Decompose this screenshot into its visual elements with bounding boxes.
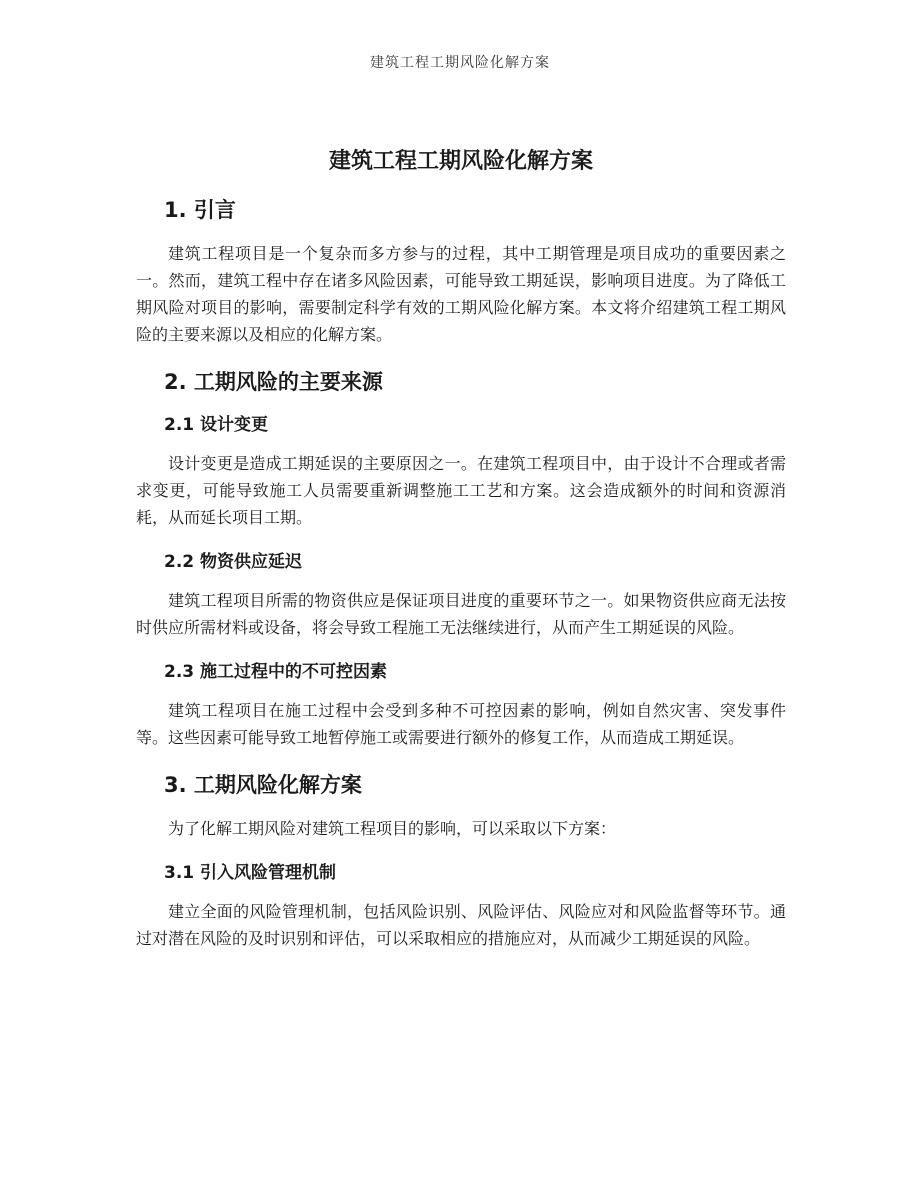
section-paragraph-mitigation: 为了化解工期风险对建筑工程项目的影响，可以采取以下方案：: [168, 819, 617, 838]
subsection-paragraph-uncontrollable-factors: 建筑工程项目在施工过程中会受到多种不可控因素的影响，例如自然灾害、突发事件等。这些因素可能导致工地暂停施工或需要进行额外的修复工作，从而造成工期延误。: [136, 701, 786, 747]
subsection-paragraph-risk-management: 建立全面的风险管理机制，包括风险识别、风险评估、风险应对和风险监督等环节。通过对潜在风险的及时识别和评估，可以采取相应的措施应对，从而减少工期延误的风险。: [136, 902, 786, 948]
subsection-paragraph-supply-delay: 建筑工程项目所需的物资供应是保证项目进度的重要环节之一。如果物资供应商无法按时供应所需材料或设备，将会导致工程施工无法继续进行，从而产生工期延误的风险。: [136, 591, 786, 637]
document-title: 建筑工程工期风险化解方案: [328, 149, 593, 174]
running-header: 建筑工程工期风险化解方案: [370, 55, 550, 71]
subsection-heading-uncontrollable-factors: 2.3 施工过程中的不可控因素: [164, 662, 388, 682]
subsection-heading-supply-delay: 2.2 物资供应延迟: [164, 552, 303, 572]
section-heading-introduction: 1. 引言: [164, 198, 236, 222]
section-heading-mitigation: 3. 工期风险化解方案: [164, 773, 362, 797]
document-body: [136, 146, 786, 970]
section-heading-risk-sources: 2. 工期风险的主要来源: [164, 370, 383, 394]
section-paragraph-introduction: 建筑工程项目是一个复杂而多方参与的过程，其中工期管理是项目成功的重要因素之一。然而，建筑工程中存在诸多风险因素，可能导致工期延误，影响项目进度。为了降低工期风险对项目的影响，需要制定科学有效的工期风险化解方案。本文将介绍建筑工程工期风险的主要来源以及相应的化解方案。: [136, 244, 786, 344]
subsection-paragraph-design-change: 设计变更是造成工期延误的主要原因之一。在建筑工程项目中，由于设计不合理或者需求变更，可能导致施工人员需要重新调整施工工艺和方案。这会造成额外的时间和资源消耗，从而延长项目工期。: [136, 454, 786, 527]
subsection-heading-risk-management: 3.1 引入风险管理机制: [164, 863, 337, 883]
subsection-heading-design-change: 2.1 设计变更: [164, 415, 269, 435]
